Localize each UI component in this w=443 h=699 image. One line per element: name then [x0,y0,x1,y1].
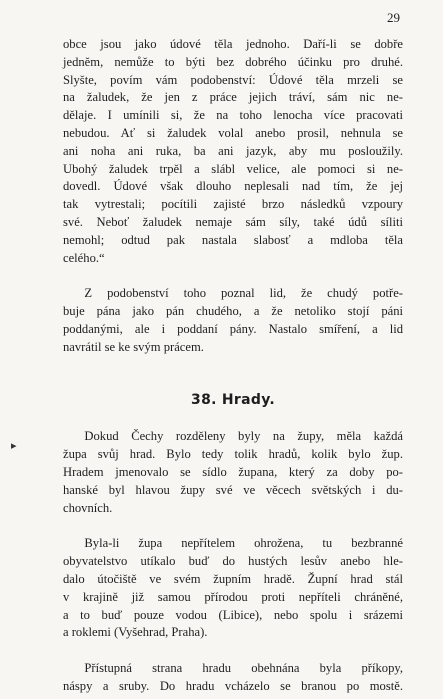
text-line: v krajině již samou přírodou proti nepříteli chráněné, [63,589,403,604]
text-line: své. Neboť žaludek nemaje sám síly, také údů síliti [63,214,403,229]
text-line: a to buď pouze vodou (Libice), nebo spolu i srázemi [63,607,403,622]
text-line: dělaje. I umínili si, že na toho lenocha více pracovati [63,108,403,123]
paragraph-gap [63,517,403,535]
paragraph-5 [63,660,403,696]
text-line: Z podobenství toho poznal lid, že chudý potře- [84,286,403,301]
paragraph-gap [63,642,403,660]
margin-arrow-mark: ▸ [11,440,17,452]
text-line: poddanými, ale i poddaní pány. Nastalo smíření, a lid [63,321,403,336]
text-line: Byla-li župa nepřítelem ohrožena, tu bezbranné [84,536,403,551]
text-line: obce jsou jako údové těla jednoho. Daří-li se dobře [63,37,403,51]
text-line: nebudou. Ať si žaludek volal anebo prosil, nehnula se [63,125,403,140]
text-line: celého.“ [63,250,105,265]
text-line: Hradem jmenovalo se sídlo župana, který za doby po- [63,464,403,479]
page-text [63,36,403,696]
paragraph-gap [63,267,403,285]
text-line: obyvatelstvo utíkalo buď do hustých lesův anebo hle- [63,554,403,569]
text-line: navrátil se ke svým prácem. [63,339,204,354]
text-line: tak vytrestali; pocítili zajisté brzo následků vzpoury [63,197,403,212]
page-number: 29 [387,10,400,25]
text-line: župa svůj hrad. Bylo tedy tolik hradů, kolik bylo žup. [63,447,403,462]
text-line: náspy a sruby. Do hradu vcházelo se branou po mostě. [63,678,403,693]
paragraph-4 [63,535,403,642]
paragraph-1 [63,36,403,267]
text-line: Dokud Čechy rozděleny byly na župy, měla každá [84,429,403,444]
text-line: dovedl. Údové však dlouho neplesali nad tím, že jej [63,179,403,194]
text-line: Ubohý žaludek trpěl a slábl velice, ale pomoci si ne- [63,161,403,176]
text-line: buje pána jako pán chudého, a že netoliko stojí páni [63,304,403,319]
text-line: jednĕm, nemůže to býti bez dobrého účinku pro druhé. [63,54,403,69]
text-line: na žaludek, že jen z práce jejich tráví, sám nic ne- [63,90,403,105]
paragraph-2 [63,285,403,356]
text-line: Slyšte, povím vám podobenství: Údové těla mrzeli se [63,72,403,87]
text-line: dalo útočiště ve svém župním hradě. Župní hrad stál [63,571,403,586]
paragraph-3 [63,428,403,517]
text-line: hanské byl hlavou župy své ve věcech světských i du- [63,482,403,497]
text-line: chovních. [63,500,113,515]
text-line: a roklemi (Vyšehrad, Praha). [63,625,208,640]
text-line: nemohl; odtud pak nastala slabosť a mdloba těla [63,232,403,247]
text-line: Přístupná strana hradu obehnána byla příkopy, [84,661,403,676]
section-heading: 38. Hrady. [191,391,275,408]
text-line: ani noha ani ruka, ba ani jazyk, aby mu posloužily. [63,143,403,158]
